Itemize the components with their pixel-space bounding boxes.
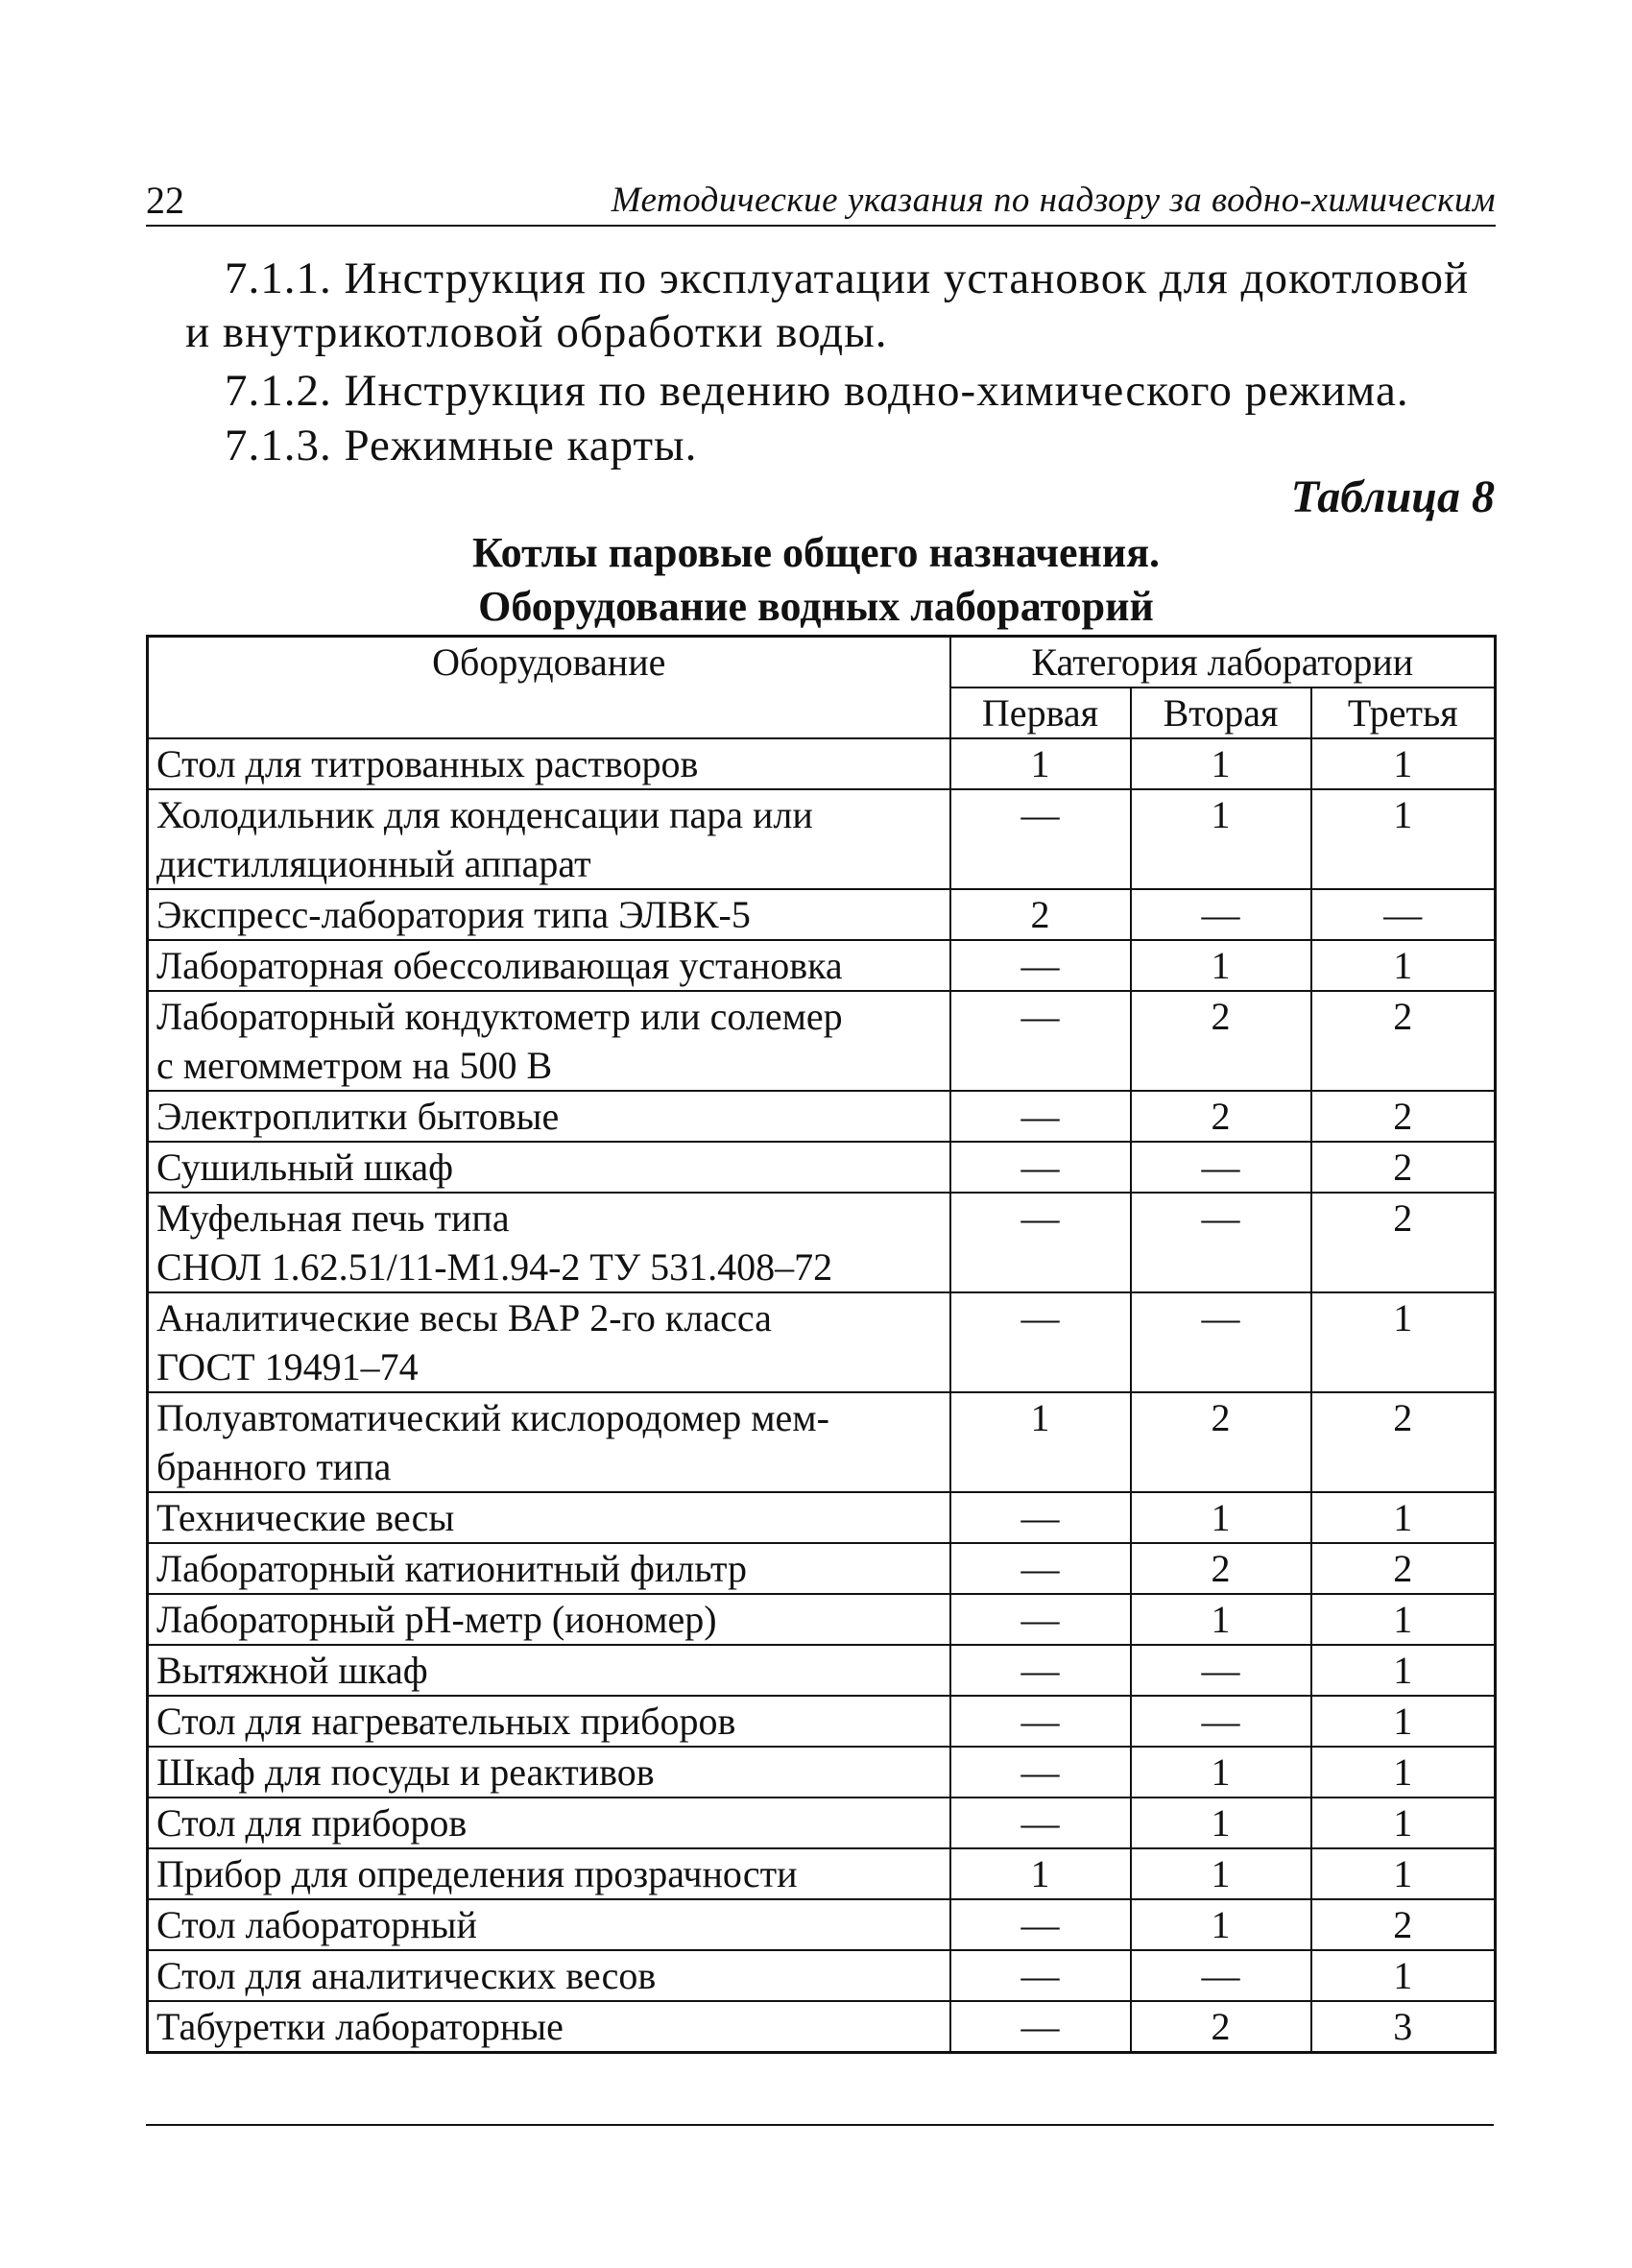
row-name [148,738,950,789]
cell-third: 3 [1311,2001,1496,2053]
row-name-line: Стол для нагревательных приборов [156,1700,736,1743]
cell-third: 2 [1311,1142,1496,1193]
row-name [148,1091,950,1142]
table-caption-line1: Котлы паровые общего назначения. [471,529,1161,576]
table-row [148,991,1496,1091]
cell-first: — [950,1645,1131,1696]
row-name [148,1747,950,1798]
cell-first: — [950,1798,1131,1848]
row-name [148,1848,950,1899]
row-name-line: Лабораторная обессоливающая установка [156,944,843,987]
running-header [146,175,1496,227]
table-caption-line2: Оборудование водных лабораторий [478,583,1154,630]
cell-first: — [950,1696,1131,1747]
cell-third: 1 [1311,1848,1496,1899]
row-name [148,1594,950,1645]
cell-second: 2 [1131,1091,1311,1142]
table-row [148,1696,1496,1747]
paragraph-7-1-3: 7.1.3. Режимные карты. [225,421,698,470]
row-name-line: Стол для аналитических весов [156,1954,657,1997]
row-name-line: Аналитические весы ВАР 2-го класса [156,1296,772,1339]
row-name [148,991,950,1091]
table-row [148,1798,1496,1848]
cell-third: 1 [1311,789,1496,889]
cell-third: 1 [1311,1950,1496,2001]
cell-third: 2 [1311,1543,1496,1594]
row-name [148,1543,950,1594]
table-row [148,1091,1496,1142]
cell-first: — [950,1747,1131,1798]
cell-first: 1 [950,738,1131,789]
cell-third: 1 [1311,738,1496,789]
cell-first: — [950,1193,1131,1292]
cell-second: 1 [1131,940,1311,991]
row-name-line: Стол для титрованных растворов [156,742,699,785]
row-name [148,1492,950,1543]
table-header-row [148,637,1496,688]
row-name-line: Сушильный шкаф [156,1146,454,1189]
bottom-rule [146,2124,1494,2126]
table-label: Таблица 8 [1290,471,1495,522]
header-equipment: Оборудование [148,637,950,739]
cell-second: — [1131,1950,1311,2001]
cell-first: — [950,1292,1131,1392]
row-name [148,1696,950,1747]
cell-second: 1 [1131,1492,1311,1543]
cell-first: 2 [950,889,1131,940]
table-row [148,940,1496,991]
cell-third: — [1311,889,1496,940]
page-number: 22 [146,179,184,222]
row-name [148,940,950,991]
equipment-table [146,635,1497,2054]
row-name [148,789,950,889]
cell-first: — [950,991,1131,1091]
cell-third: 1 [1311,1492,1496,1543]
cell-first: — [950,2001,1131,2053]
row-name-line: Экспресс-лаборатория типа ЭЛВК-5 [156,893,751,936]
row-name-line: Табуретки лабораторные [156,2005,564,2048]
row-name-line: Электроплитки бытовые [156,1095,560,1138]
cell-second: 1 [1131,1747,1311,1798]
row-name-line: Холодильник для конденсации пара или [156,793,813,836]
row-name [148,1142,950,1193]
cell-second: — [1131,1142,1311,1193]
table-row [148,2001,1496,2053]
cell-first: — [950,1899,1131,1950]
paragraph-7-1-1-line2: и внутрикотловой обработки воды. [185,307,888,357]
table-row [148,1747,1496,1798]
cell-second: — [1131,889,1311,940]
table-row [148,1594,1496,1645]
header-first: Первая [950,688,1131,738]
cell-first: — [950,1594,1131,1645]
row-name-line: Шкаф для посуды и реактивов [156,1750,655,1794]
cell-third: 2 [1311,1392,1496,1492]
cell-third: 2 [1311,1193,1496,1292]
cell-second: 2 [1131,991,1311,1091]
row-name-line-2: ГОСТ 19491–74 [156,1345,419,1388]
cell-first: 1 [950,1392,1131,1492]
cell-third: 2 [1311,991,1496,1091]
row-name-line: Лабораторный катионитный фильтр [156,1547,747,1590]
cell-third: 1 [1311,1696,1496,1747]
row-name-line: Лабораторный кондуктометр или солемер [156,995,843,1038]
row-name-line: Технические весы [156,1496,455,1539]
row-name-line: Полуавтоматический кислородомер мем- [156,1396,829,1439]
row-name [148,1292,950,1392]
row-name [148,2001,950,2053]
cell-third: 1 [1311,1747,1496,1798]
table-row [148,1848,1496,1899]
cell-second: 1 [1131,1798,1311,1848]
cell-second: 2 [1131,1543,1311,1594]
table-row [148,1142,1496,1193]
row-name [148,1193,950,1292]
table-row [148,789,1496,889]
row-name [148,1645,950,1696]
row-name-line: Прибор для определения прозрачности [156,1852,798,1895]
cell-second: — [1131,1292,1311,1392]
row-name [148,1798,950,1848]
row-name-line: Лабораторный pH-метр (иономер) [156,1598,717,1641]
table-row [148,1543,1496,1594]
cell-second: 1 [1131,1848,1311,1899]
cell-third: 1 [1311,940,1496,991]
row-name [148,889,950,940]
table-row [148,738,1496,789]
cell-third: 1 [1311,1292,1496,1392]
row-name-line-2: с мегомметром на 500 В [156,1044,553,1087]
cell-second: — [1131,1696,1311,1747]
cell-first: — [950,789,1131,889]
row-name-line-2: дистилляционный аппарат [156,842,591,885]
header-category: Категория лаборатории [950,637,1496,688]
row-name-line: Вытяжной шкаф [156,1649,428,1692]
table-row [148,1392,1496,1492]
table-row [148,1193,1496,1292]
cell-third: 1 [1311,1645,1496,1696]
cell-third: 1 [1311,1594,1496,1645]
table-row [148,1292,1496,1392]
row-name-line-2: бранного типа [156,1445,392,1488]
cell-first: 1 [950,1848,1131,1899]
row-name [148,1950,950,2001]
table-row [148,1899,1496,1950]
cell-first: — [950,940,1131,991]
cell-third: 2 [1311,1899,1496,1950]
row-name-line-2: СНОЛ 1.62.51/11-М1.94-2 ТУ 531.408–72 [156,1245,833,1289]
row-name-line: Стол лабораторный [156,1903,477,1946]
row-name-line: Муфельная печь типа [156,1196,510,1240]
cell-second: 1 [1131,738,1311,789]
cell-second: 2 [1131,2001,1311,2053]
cell-first: — [950,1950,1131,2001]
running-header-title: Методические указания по надзору за водно-химическим [611,181,1496,220]
cell-second: 1 [1131,1899,1311,1950]
cell-first: — [950,1543,1131,1594]
cell-second: 1 [1131,789,1311,889]
row-name-line: Стол для приборов [156,1801,468,1845]
cell-third: 1 [1311,1798,1496,1848]
cell-second: 1 [1131,1594,1311,1645]
table-row [148,889,1496,940]
cell-second: — [1131,1193,1311,1292]
table-row [148,1492,1496,1543]
cell-third: 2 [1311,1091,1496,1142]
header-second: Вторая [1131,688,1311,738]
cell-first: — [950,1142,1131,1193]
row-name [148,1899,950,1950]
cell-first: — [950,1492,1131,1543]
cell-first: — [950,1091,1131,1142]
paragraph-7-1-1-line1: 7.1.1. Инструкция по эксплуатации установок для докотловой [225,253,1470,303]
paragraph-7-1-2: 7.1.2. Инструкция по ведению водно-химического режима. [225,366,1409,416]
cell-second: 2 [1131,1392,1311,1492]
row-name [148,1392,950,1492]
table-row [148,1645,1496,1696]
header-third: Третья [1311,688,1496,738]
table-row [148,1950,1496,2001]
cell-second: — [1131,1645,1311,1696]
